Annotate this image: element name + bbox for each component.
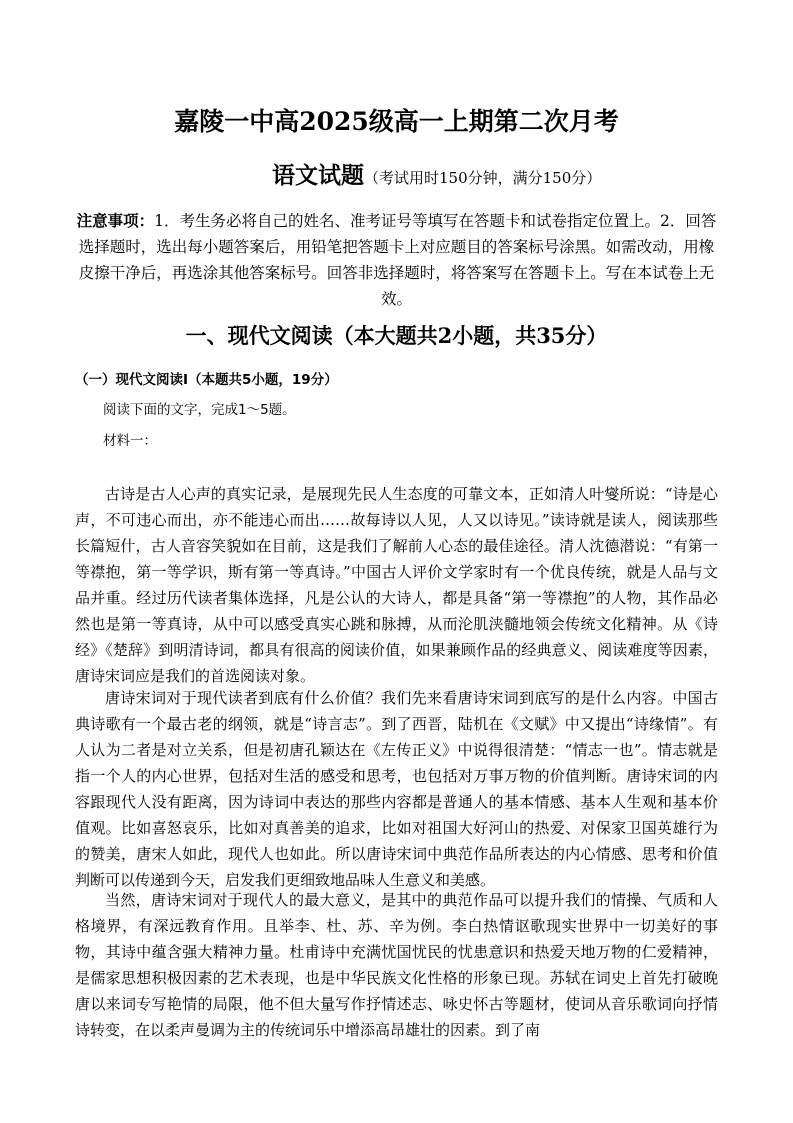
- material-label: 材料一：: [103, 433, 157, 449]
- reading-instruction: 阅读下面的文字，完成1～5题。: [103, 402, 296, 418]
- notice-lead: 注意事项：: [76, 211, 155, 230]
- passage-paragraph-3: 当然，唐诗宋词对于现代人的最大意义，是其中的典范作品可以提升我们的情操、气质和人格境界，有深远教育作用。且举李、杜、苏、辛为例。李白热情讴歌现实世界中一切美好的事物，其诗中蕴含强大精神力量。杜甫诗中充满忧国忧民的忧患意识和热爱天地万物的仁爱精神，是儒家思想积极因素的艺术表现，也是中华民族文化性格的形象已现。苏轼在词史上首先打破晚唐以来词专写艳情的局限，他不但大量写作抒情述志、咏史怀古等题材，使词从音乐歌词向抒情诗转变，在以柔声曼调为主的传统词乐中增添高昂雄壮的因素。到了南: [75, 891, 718, 1039]
- passage-paragraph-1: 古诗是古人心声的真实记录，是展现先民人生态度的可靠文本，正如清人叶燮所说：“诗是心声，不可违心而出，亦不能违心而出……故每诗以人见，人又以诗见。”读诗就是读人，阅读那些长篇短什，古人音容笑貌如在目前，这是我们了解前人心态的最佳途径。清人沈德潜说：“有第一等襟抱，第一等学识，斯有第一等真诗。”中国古人评价文学家时有一个优良传统，就是人品与文品并重。经过历代读者集体选择，凡是公认的大诗人，都是具备“第一等襟抱”的人物，其作品必然也是第一等真诗，从中可以感受真实心跳和脉搏，从而沦肌浃髓地领会传统文化精神。从《诗经》《楚辞》到明清诗词，都具有很高的阅读价值，如果兼顾作品的经典意义、阅读难度等因素，唐诗宋词应是我们的首选阅读对象。: [75, 485, 718, 685]
- exam-subtitle: [272, 159, 601, 195]
- section-heading: 一、现代文阅读（本大题共2小题，共35分）: [185, 323, 608, 348]
- section-subheading: （一）现代文阅读Ⅰ（本题共5小题，19分）: [75, 372, 338, 388]
- subject-title: 语文试题: [272, 162, 364, 189]
- exam-notice: [75, 208, 718, 312]
- passage-paragraph-2: 唐诗宋词对于现代读者到底有什么价值？我们先来看唐诗宋词到底写的是什么内容。中国古典诗歌有一个最古老的纲领，就是“诗言志”。到了西晋，陆机在《文赋》中又提出“诗缘情”。有人认为二者是对立关系，但是初唐孔颖达在《左传正义》中说得很清楚：“情志一也”。情志就是指一个人的内心世界，包括对生活的感受和思考，也包括对万事万物的价值判断。唐诗宋词的内容跟现代人没有距离，因为诗词中表达的那些内容都是普通人的基本情感、基本人生观和基本价值观。比如喜怒哀乐，比如对真善美的追求，比如对祖国大好河山的热爱、对保家卫国英雄行为的赞美，唐宋人如此，现代人也如此。所以唐诗宋词中典范作品所表达的内心情感、思考和价值判断可以传递到今天，启发我们更细致地品味人生意义和美感。: [75, 689, 718, 889]
- notice-text: 1．考生务必将自己的姓名、准考证号等填写在答题卡和试卷指定位置上。2．回答选择题时，选出每小题答案后，用铅笔把答题卡上对应题目的答案标号涂黑。如需改动，用橡皮擦干净后，再选涂其他答案标号。回答非选择题时，将答案写在答题卡上。写在本试卷上无效。: [78, 212, 717, 308]
- subject-note: （考试用时150分钟，满分150分）: [364, 169, 602, 187]
- exam-title: 嘉陵一中高2025级高一上期第二次月考: [174, 107, 619, 136]
